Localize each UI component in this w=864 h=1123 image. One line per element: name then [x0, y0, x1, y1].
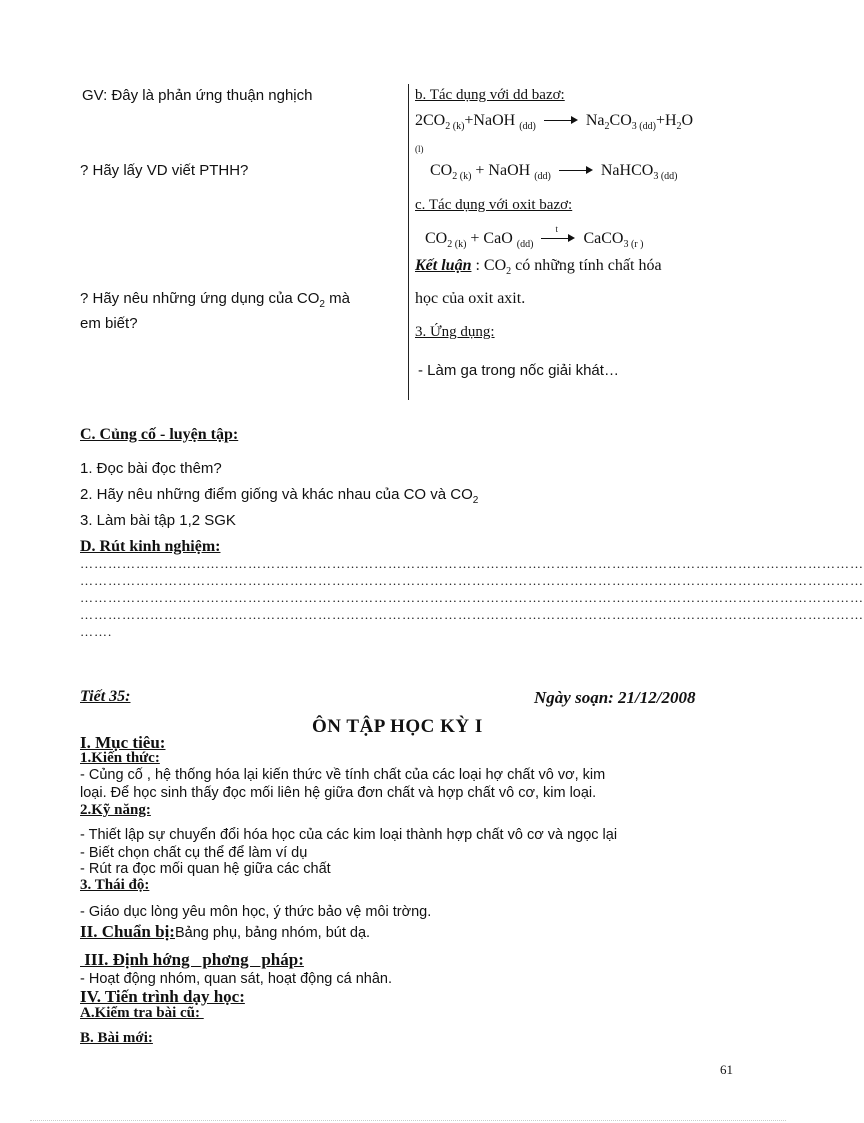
equation-2: $CO_{2 (k)}$ + NaOH $_{(dd)}$ NaHCO$_{3 (dd)}$: [430, 162, 678, 183]
prepared-date: Ngày soạn: 21/12/2008: [534, 688, 696, 707]
reaction-arrow: [559, 166, 593, 176]
reaction-arrow: t: [541, 234, 575, 244]
conclusion-cont: học của oxit axit.: [415, 290, 526, 307]
method-heading: III. Định hớng phơng pháp:: [80, 950, 304, 969]
section-c-item-2: 2. Hãy nêu những điểm giống và khác nhau của CO và $CO_2$: [80, 486, 479, 506]
heading-oxide-reaction: c. Tác dụng với oxit bazơ:: [415, 197, 573, 213]
page-edge: [30, 1120, 786, 1121]
table-divider: [408, 84, 409, 400]
dotted-line: ……………………………………………………………………………………………………………………………………………………: [80, 573, 864, 588]
dotted-line: ……………………………………………………………………………………………………………………………………………………: [80, 607, 864, 622]
question-applications-cont: em biết?: [80, 315, 138, 332]
attitude-heading: 3. Thái độ:: [80, 877, 150, 893]
skills-heading: 2.Kỹ năng:: [80, 802, 151, 818]
new-lesson-heading: B. Bài mới:: [80, 1030, 153, 1046]
skill-item: - Thiết lập sự chuyển đổi hóa học của các kim loại thành hợp chất vô cơ và ngọc lại: [80, 827, 618, 843]
page-number: 61: [720, 1062, 733, 1077]
conclusion: Kết luận : $CO_2$ có những tính chất hóa: [415, 257, 662, 278]
process-heading: IV. Tiến trình dạy học:: [80, 987, 245, 1006]
knowledge-line-1: - Củng cố , hệ thống hóa lại kiến thức về tính chất của các loại hợ chất vô vơ, kim: [80, 767, 606, 783]
equation-1: $2CO_{2 (k)}+NaOH$ $_{(dd)}$ $Na_2CO_{3 (dd)}+H_2O$: [415, 112, 694, 133]
dotted-line: ……………………………………………………………………………………………………………………………………………………: [80, 590, 864, 605]
heading-applications: 3. Ứng dụng:: [415, 324, 495, 340]
question-example: ? Hãy lấy VD viết PTHH?: [80, 162, 249, 179]
knowledge-line-2: loại. Để học sinh thấy đọc mối liên hệ giữa đơn chất và hợp chất vô cơ, kim loại.: [80, 785, 597, 801]
preparation: II. Chuẩn bị:Bảng phụ, bảng nhóm, bút dạ.: [80, 922, 371, 941]
section-c-item-1: 1. Đọc bài đọc thêm?: [80, 460, 222, 477]
equation-1-state: (l): [415, 144, 424, 154]
old-check-heading: A.Kiểm tra bài cũ:: [80, 1005, 204, 1021]
skill-item: - Biết chọn chất cụ thể để làm ví dụ: [80, 845, 308, 861]
section-c-heading: C. Củng cố - luyện tập:: [80, 426, 239, 443]
method-text: - Hoạt động nhóm, quan sát, hoạt động cá nhân.: [80, 971, 392, 987]
question-applications: ? Hãy nêu những ứng dụng của $CO_2$ mà: [80, 290, 350, 310]
knowledge-heading: 1.Kiến thức:: [80, 750, 160, 766]
dotted-line: ……………………………………………………………………………………………………………………………………………………: [80, 556, 864, 571]
application-item: - Làm ga trong nốc giải khát…: [418, 362, 619, 379]
period-label: Tiết 35:: [80, 688, 131, 705]
section-d-heading: D. Rút kinh nghiệm:: [80, 538, 221, 555]
heading-base-reaction: b. Tác dụng với dd bazơ:: [415, 87, 565, 103]
attitude-text: - Giáo dục lòng yêu môn học, ý thức bảo vệ môi trờng.: [80, 904, 432, 920]
reaction-arrow: [544, 116, 578, 126]
teacher-note: GV: Đây là phản ứng thuận nghịch: [82, 87, 313, 104]
objectives-heading: I. Mục tiêu:: [80, 733, 166, 752]
section-c-item-3: 3. Làm bài tập 1,2 SGK: [80, 512, 236, 529]
lesson-title: ÔN TẬP HỌC KỲ I: [312, 716, 483, 737]
equation-3: $CO_{2 (k)}$ + CaO $_{(dd)}$ t CaCO$_{3 (r )}$: [425, 224, 644, 251]
dotted-line: …….: [80, 624, 113, 639]
skill-item: - Rút ra đọc mối quan hệ giữa các chất: [80, 861, 331, 877]
